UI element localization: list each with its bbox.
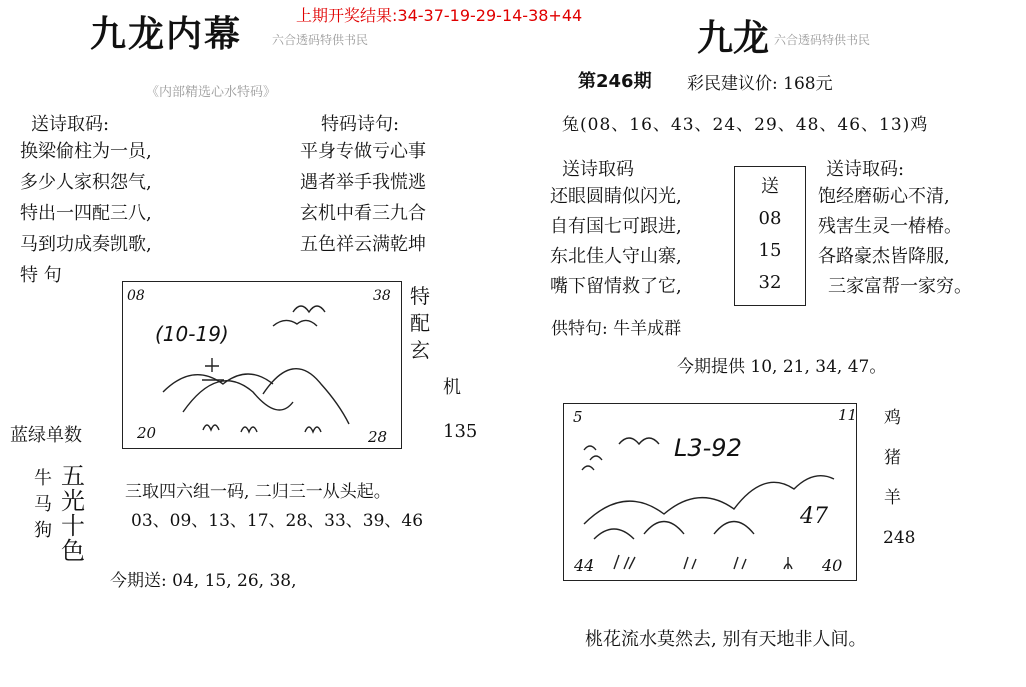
poem-line: 自有国七可跟进, bbox=[550, 216, 682, 237]
poem-line: 东北佳人守山寨, bbox=[550, 246, 682, 267]
image-number-middle: 47 bbox=[800, 504, 828, 529]
right-title-sub: 六合透码特供书民 bbox=[774, 33, 871, 47]
left-hint-image bbox=[122, 281, 402, 449]
five-light-char: 色 bbox=[61, 537, 85, 565]
five-light-char: 光 bbox=[61, 487, 85, 515]
issue-number: 第246期 bbox=[578, 71, 652, 92]
five-light-char: 十 bbox=[61, 512, 85, 540]
hills-sketch bbox=[564, 404, 856, 580]
left-vertical-label bbox=[410, 283, 430, 364]
today-provide: 今期提供 10, 21, 34, 47。 bbox=[677, 357, 887, 377]
poem-line: 饱经磨砺心不清, bbox=[818, 186, 950, 207]
poem-line: 还眼圆睛似闪光, bbox=[550, 186, 682, 207]
left-title-sub: 六合透码特供书民 bbox=[272, 33, 369, 47]
poem-line: 嘴下留情救了它, bbox=[550, 276, 682, 297]
left-poem-line: 多少人家积怨气, bbox=[20, 172, 152, 193]
mountain-sketch bbox=[123, 282, 401, 448]
animal-item: 猪 bbox=[884, 448, 901, 468]
special-poem-line: 平身专做亏心事 bbox=[300, 141, 426, 162]
image-number-bottom-left: 44 bbox=[574, 556, 595, 575]
animal-item: 羊 bbox=[884, 488, 901, 508]
image-number-bottom-right: 28 bbox=[368, 428, 388, 446]
last-draw-numbers: 34-37-19-29-14-38+44 bbox=[397, 6, 583, 25]
right-poem-left bbox=[550, 182, 682, 302]
right-poem-header-right: 送诗取码: bbox=[826, 159, 905, 180]
right-hint-image bbox=[563, 403, 857, 581]
last-draw-result bbox=[296, 3, 582, 26]
send-box-label: 送 bbox=[761, 176, 779, 197]
left-special-header: 特码诗句: bbox=[321, 114, 400, 135]
image-number-top-right: 11 bbox=[838, 406, 858, 424]
poem-line: 各路豪杰皆降服, bbox=[818, 246, 950, 267]
vertical-char: 配 bbox=[410, 311, 430, 335]
image-number-top-left: 08 bbox=[127, 288, 145, 304]
zodiac-number-line: 兔(08、16、43、24、29、48、46、13)鸡 bbox=[562, 115, 929, 135]
left-number-list: 03、09、13、17、28、33、39、46 bbox=[131, 511, 424, 531]
right-poem-right bbox=[818, 182, 972, 302]
image-scribble: L3-92 bbox=[674, 434, 742, 462]
image-number-top-left: 5 bbox=[573, 408, 583, 426]
image-number-bottom-left: 20 bbox=[137, 424, 157, 442]
right-side-number: 248 bbox=[883, 528, 916, 548]
left-title: 九龙内幕 bbox=[90, 13, 243, 55]
left-poem-line: 特 句 bbox=[20, 265, 62, 286]
last-draw-label: 上期开奖结果: bbox=[296, 6, 398, 25]
left-vertical-ji: 机 bbox=[443, 377, 461, 398]
poem-line: 三家富帮一家穷。 bbox=[828, 276, 972, 297]
right-animal-list bbox=[884, 398, 901, 518]
vertical-char: 特 bbox=[410, 284, 430, 308]
animal-item: 鸡 bbox=[884, 408, 901, 428]
right-title: 九龙 bbox=[697, 17, 770, 59]
send-box-number: 08 bbox=[758, 208, 782, 229]
right-poem-header-left: 送诗取码 bbox=[562, 159, 634, 180]
left-poem-line: 马到功成奏凯歌, bbox=[20, 234, 152, 255]
send-box-number: 15 bbox=[758, 240, 782, 261]
left-special-poem bbox=[300, 136, 426, 260]
poem-line: 残害生灵一椿椿。 bbox=[818, 216, 962, 237]
five-light-char: 五 bbox=[61, 462, 85, 490]
special-poem-line: 遇者举手我慌逃 bbox=[300, 172, 426, 193]
image-number-top-right: 38 bbox=[373, 288, 391, 304]
left-color-label: 蓝绿单数 bbox=[10, 425, 82, 446]
zodiac-item: 牛 bbox=[34, 468, 52, 489]
left-poem bbox=[20, 136, 152, 291]
left-side-number: 135 bbox=[443, 421, 478, 442]
zodiac-item: 狗 bbox=[34, 520, 52, 541]
vertical-char: 玄 bbox=[410, 338, 430, 362]
send-box bbox=[734, 166, 806, 306]
image-scribble: (10-19) bbox=[155, 322, 229, 346]
left-today-send: 今期送: 04, 15, 26, 38, bbox=[110, 571, 297, 591]
left-zodiac-list bbox=[34, 466, 52, 544]
send-box-number: 32 bbox=[758, 272, 782, 293]
left-poem-line: 换梁偷柱为一员, bbox=[20, 141, 152, 162]
left-subtitle: 《内部精选心水特码》 bbox=[146, 85, 277, 100]
special-poem-line: 五色祥云满乾坤 bbox=[300, 234, 426, 255]
special-poem-line: 玄机中看三九合 bbox=[300, 203, 426, 224]
special-sentence: 供特句: 牛羊成群 bbox=[551, 319, 682, 339]
left-poem-line: 特出一四配三八, bbox=[20, 203, 152, 224]
left-poem-header: 送诗取码: bbox=[31, 114, 110, 135]
footer-poem: 桃花流水莫然去, 别有天地非人间。 bbox=[585, 629, 867, 650]
image-number-bottom-right: 40 bbox=[822, 556, 843, 575]
five-light-ten-color bbox=[61, 464, 85, 564]
zodiac-item: 马 bbox=[34, 494, 52, 515]
left-rule-text: 三取四六组一码, 二归三一从头起。 bbox=[125, 482, 391, 502]
price-label: 彩民建议价: 168元 bbox=[687, 74, 833, 94]
